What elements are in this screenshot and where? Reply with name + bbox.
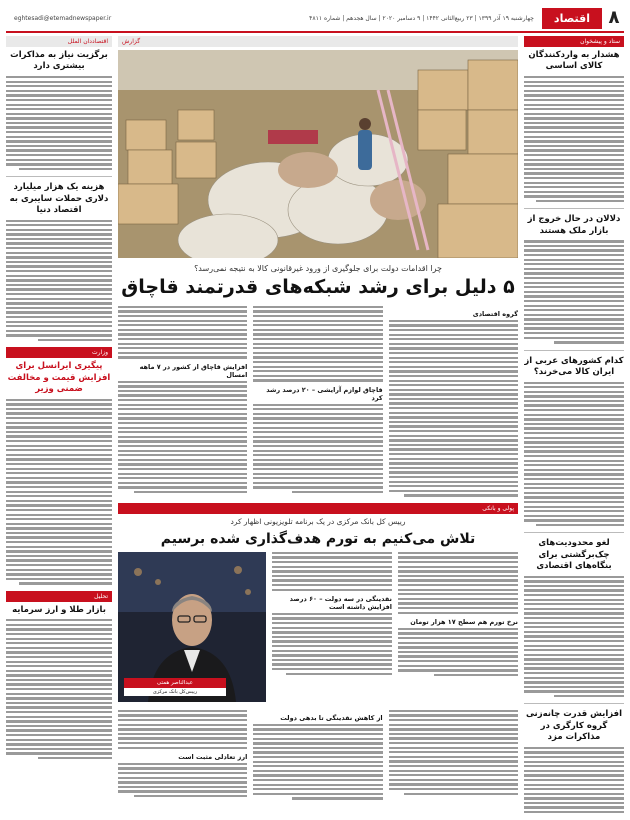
story-title: کدام کشورهای عربی از ایران کالا می‌خرند؟ — [524, 355, 624, 378]
divider — [524, 350, 624, 351]
right-story-1[interactable] — [524, 50, 624, 202]
right-story-3[interactable] — [524, 356, 624, 527]
left-kicker-3: تحلیل — [6, 591, 112, 602]
story-title: پیگیری ایرانسل برای افزایش قیمت و مخالفت ضمنی وزیر — [7, 361, 111, 395]
dateline: چهارشنبه ۱۹ آذر ۱۳۹۹ | ۲۳ ربیع‌الثانی ۱۴۴۲ | ۹ دسامبر ۲۰۲۰ | سال هجدهم | شماره ۴۸۱۱ — [309, 14, 534, 22]
section-label: اقتصاد — [542, 8, 602, 29]
right-story-2[interactable] — [524, 214, 624, 343]
story2-headline[interactable]: تلاش می‌کنیم به تورم هدف‌گذاری شده برسیم — [160, 530, 476, 547]
story2-deck: رییس کل بانک مرکزی در یک برنامه تلویزیونی اظهار کرد — [230, 516, 406, 526]
header-meta — [6, 15, 542, 22]
story-title: بازار طلا و ارز سرمایه — [12, 604, 106, 615]
main-headline[interactable]: ۵ دلیل برای رشد شبکه‌های قدرتمند قاچاق — [121, 276, 515, 298]
right-kicker: ستاد و پیشخوان — [524, 36, 624, 47]
page-number: ۸ — [608, 7, 620, 28]
story-body — [6, 76, 112, 170]
left-story-1[interactable] — [6, 50, 112, 170]
main-body — [118, 306, 518, 497]
website[interactable]: eghtesadi@etemadnewspaper.ir — [14, 14, 112, 22]
column-text — [398, 552, 518, 614]
left-story-3[interactable] — [6, 361, 112, 584]
story-body — [6, 220, 112, 342]
divider — [524, 532, 624, 533]
story2-kicker: پولی و بانکی — [118, 503, 518, 514]
column-text — [272, 552, 392, 591]
column-text — [253, 724, 382, 800]
subhead: از کاهش نقدینگی تا بدهی دولت — [280, 713, 383, 722]
column-text — [389, 710, 518, 795]
story-body — [6, 399, 112, 585]
governor-portrait — [118, 552, 266, 702]
subhead: نرخ تورم هم سطح ۱۷ هزار تومان — [410, 617, 518, 626]
column-text — [118, 306, 247, 359]
divider — [524, 703, 624, 704]
main-column — [118, 36, 518, 814]
caption-role: رییس‌کل بانک مرکزی — [124, 688, 226, 696]
left-column — [6, 36, 112, 814]
column-text — [272, 613, 392, 675]
story-title: افزایش قدرت چانه‌زنی گروه کارگری در مذاکرات مزد — [525, 709, 623, 743]
left-story-2[interactable] — [6, 182, 112, 341]
story2-body — [118, 552, 518, 702]
subhead: قاچاق لوازم آرایشی – ۲۰ درصد رشد کرد — [266, 385, 383, 402]
story-body — [524, 382, 624, 527]
right-story-5[interactable] — [524, 709, 624, 814]
column-text — [398, 628, 518, 676]
story-title: برگزیت نیاز به مذاکرات بیشتری دارد — [10, 50, 108, 72]
column-text — [389, 320, 518, 497]
story-body — [524, 576, 624, 698]
story-title: هشدار به واردکنندگان کالای اساسی — [528, 50, 620, 72]
main-deck: چرا اقدامات دولت برای جلوگیری از ورود غیرقانونی کالا به نتیجه نمی‌رسد؟ — [194, 264, 442, 273]
column-text — [253, 404, 382, 494]
story-body — [6, 619, 112, 759]
page-header — [6, 6, 624, 30]
column-text — [253, 306, 382, 382]
left-kicker: اقتصاددان الملل — [6, 36, 112, 47]
subhead: افزایش قاچاق از کشور در ۷ ماهه امسال — [139, 362, 248, 379]
column-text — [118, 710, 247, 749]
header-rule — [6, 31, 624, 33]
column-text — [118, 763, 247, 797]
caption-name: عبدالناصر همتی — [124, 678, 226, 688]
story-title: دلالان در حال خروج از بازار ملک هستند — [527, 214, 621, 236]
divider — [6, 176, 112, 177]
story2-lower — [118, 710, 518, 800]
right-story-4[interactable] — [524, 538, 624, 697]
story-title: هزینه یک هزار میلیارد دلاری حملات سایبری به اقتصاد دنیا — [9, 182, 109, 216]
column-text — [118, 381, 247, 494]
story-title: لغو محدودیت‌های چک‌برگشتی برای بنگاه‌های اقتصادی — [536, 538, 612, 572]
main-kicker: گزارش — [118, 36, 518, 47]
left-kicker-2: وزارت — [6, 347, 112, 358]
left-story-4[interactable] — [6, 605, 112, 760]
subhead: ارز تعادلی مثبت است — [178, 752, 248, 761]
warehouse-photo — [118, 50, 518, 258]
divider — [524, 208, 624, 209]
story-body — [524, 747, 624, 814]
subhead: نقدینگی در سه دولت – ۶۰ درصد افزایش داشته است — [289, 594, 392, 611]
subhead: گروه اقتصادی — [472, 309, 518, 318]
story-body — [524, 76, 624, 202]
story-body — [524, 240, 624, 343]
right-column — [524, 36, 624, 814]
